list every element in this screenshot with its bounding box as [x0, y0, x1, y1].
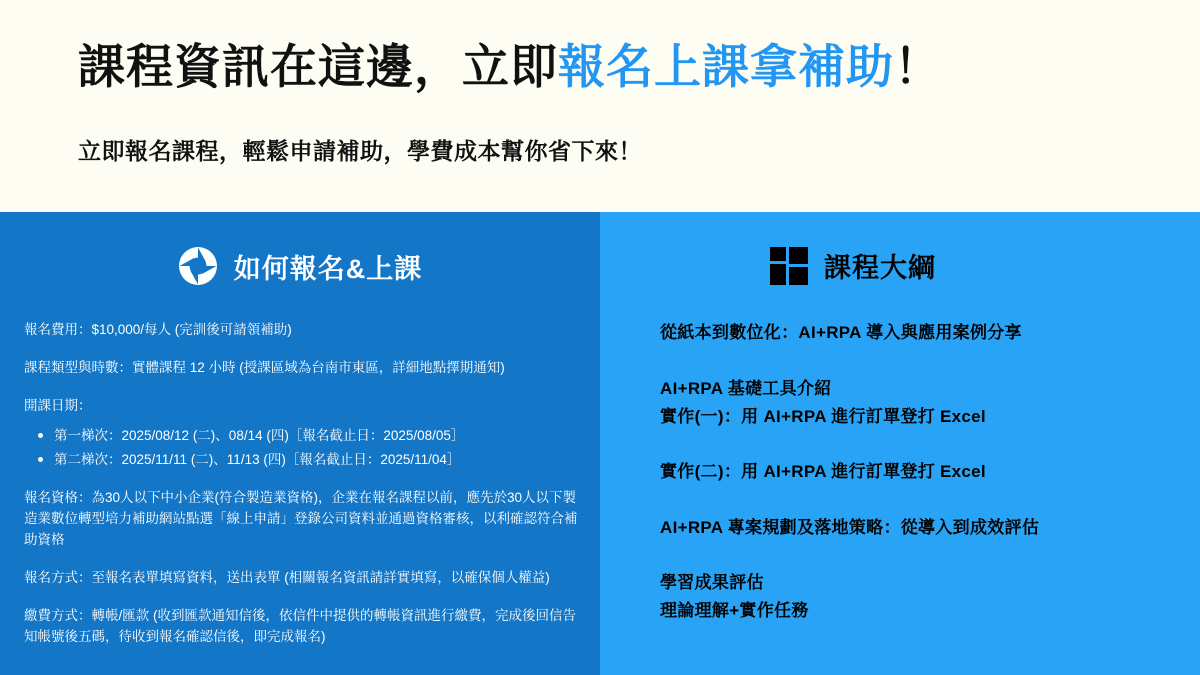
panel-syllabus [600, 212, 1200, 675]
window-icon [770, 247, 808, 285]
list-item: 第二梯次：2025/11/11 (二)、11/13 (四)［報名截止日：2025/11/04］ [38, 448, 578, 472]
syllabus-line: 實作(一)：用 AI+RPA 進行訂單登打 Excel [660, 406, 986, 426]
session-list [24, 424, 578, 471]
syllabus-line: 學習成果評估 [660, 573, 764, 593]
header [0, 0, 1200, 212]
panel-syllabus-title: 課程大綱 [824, 253, 936, 284]
syllabus-list [660, 319, 1160, 624]
page-title-accent: 報名上課拿補助 [558, 40, 894, 93]
registration-details [22, 320, 578, 648]
shutter-icon [178, 246, 218, 286]
course-type-hours: 課程類型與時數：實體課程 12 小時 (授課區域為台南市東區，詳細地點擇期通知) [24, 360, 505, 376]
content-body [0, 212, 1200, 675]
start-date-label: 開課日期： [24, 398, 92, 414]
payment-method: 繳費方式：轉帳/匯款 (收到匯款通知信後，依信件中提供的轉帳資訊進行繳費，完成後回信告知帳號後五碼，待收到報名確認信後，即完成報名) [24, 608, 576, 645]
syllabus-line: AI+RPA 基礎工具介紹 [660, 378, 832, 398]
page-title-part1: 課程資訊在這邊，立即 [78, 40, 558, 93]
eligibility: 報名資格：為30人以下中小企業(符合製造業資格)，企業在報名課程以前，應先於30人以下製造業數位轉型培力補助網站點選「線上申請」登錄公司資料並通過資格審核，以利確認符合補助資格 [24, 490, 578, 548]
panel-syllabus-header [660, 246, 1160, 285]
panel-registration-header [22, 246, 578, 286]
page-subtitle: 立即報名課程，輕鬆申請補助，學費成本幫你省下來！ [78, 137, 642, 164]
syllabus-line: 實作(二)：用 AI+RPA 進行訂單登打 Excel [660, 462, 986, 482]
syllabus-group [660, 569, 1160, 624]
registration-fee: 報名費用：$10,000/每人 (完訓後可請領補助) [24, 322, 292, 338]
page-title-part2: ！ [894, 40, 942, 93]
page-title [78, 38, 1140, 97]
panel-registration-title: 如何報名&上課 [233, 253, 423, 284]
list-item: 第一梯次：2025/08/12 (二)、08/14 (四)［報名截止日：2025/08/05］ [38, 424, 578, 448]
syllabus-group [660, 458, 1160, 486]
syllabus-line: AI+RPA 專案規劃及落地策略：從導入到成效評估 [660, 517, 1040, 537]
registration-method: 報名方式：至報名表單填寫資料，送出表單 (相關報名資訊請詳實填寫，以確保個人權益) [24, 570, 550, 586]
syllabus-group [660, 319, 1160, 347]
syllabus-line: 從紙本到數位化：AI+RPA 導入與應用案例分享 [660, 323, 1022, 343]
syllabus-group [660, 514, 1160, 542]
panel-registration [0, 212, 600, 675]
syllabus-line: 理論理解+實作任務 [660, 600, 809, 620]
syllabus-group [660, 375, 1160, 430]
